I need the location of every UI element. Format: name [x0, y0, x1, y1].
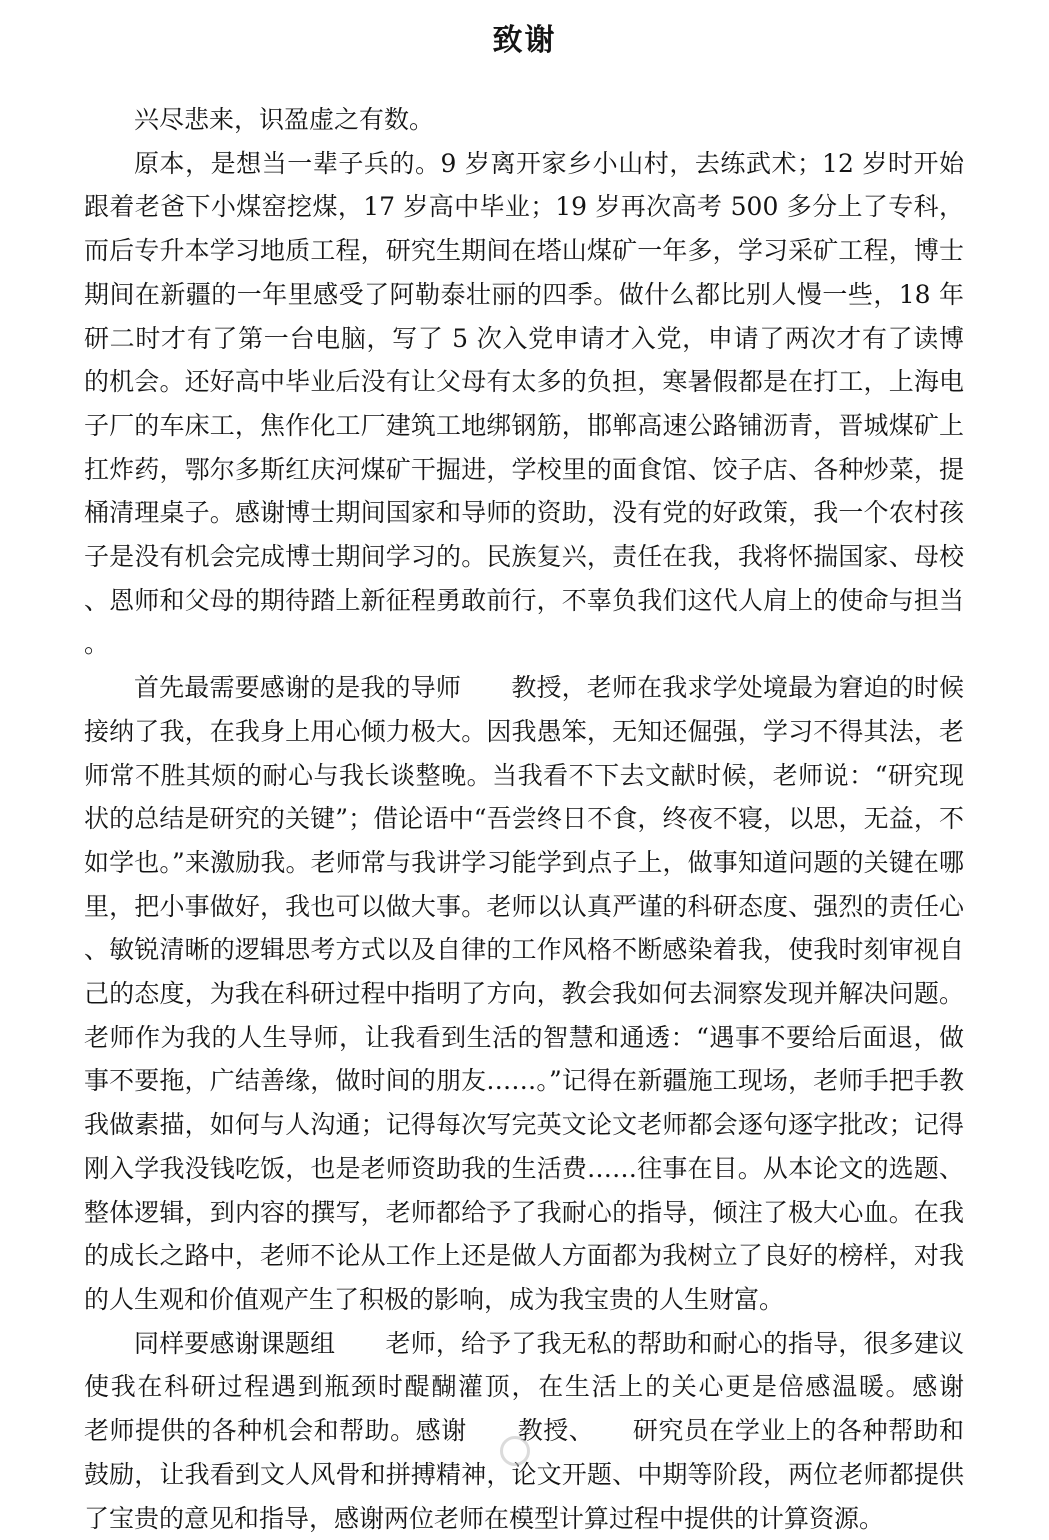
page-title: 致谢 — [492, 23, 557, 58]
paragraph-background: 原本，是想当一辈子兵的。9 岁离开家乡小山村，去练武术；12 岁时开始跟着老爸下小煤窑挖煤，17 岁高中毕业；19 岁再次高考 500 多分上了专科，而后专升本学习地质工程，研究生期间在塔山煤矿一年多，学习采矿工程，博士期间在新疆的一年里感受了阿勒泰壮丽的四季。做什么都比别人慢一些，18 年研二时才有了第一台电脑，写了 5 次入党申请才入党，申请了两次才有了读博的机会。还好高中毕业后没有让父母有太多的负担，寒暑假都是在打工，上海电子厂的车床工，焦作化工厂建筑工地绑钢筋，邯郸高速公路铺沥青，晋城煤矿上扛炸药，鄂尔多斯红庆河煤矿干掘进，学校里的面食馆、饺子店、各种炒菜，提桶清理桌子。感谢博士期间国家和导师的资助，没有党的好政策，我一个农村孩子是没有机会完成博士期间学习的。民族复兴，责任在我，我将怀揣国家、母校、恩师和父母的期待踏上新征程勇敢前行，不辜负我们这代人肩上的使命与担当。 — [84, 148, 964, 659]
paragraph-advisor: 首先最需要感谢的是我的导师 教授，老师在我求学处境最为窘迫的时候接纳了我，在我身上用心倾力极大。因我愚笨，无知还倔强，学习不得其法，老师常不胜其烦的耐心与我长谈整晚。当我看不下去文献时候，老师说：“研究现状的总结是研究的关键”；借论语中“吾尝终日不食，终夜不寝，以思，无益，不如学也。”来激励我。老师常与我讲学习能学到点子上，做事知道问题的关键在哪里，把小事做好，我也可以做大事。老师以认真严谨的科研态度、强烈的责任心、敏锐清晰的逻辑思考方式以及自律的工作风格不断感染着我，使我时刻审视自己的态度，为我在科研过程中指明了方向，教会我如何去洞察发现并解决问题。老师作为我的人生导师，让我看到生活的智慧和通透：“遇事不要给后面退，做事不要拖，广结善缘，做时间的朋友……。”记得在新疆施工现场，老师手把手教我做素描，如何与人沟通；记得每次写完英文论文老师都会逐句逐字批改；记得刚入学我没钱吃饭，也是老师资助我的生活费……往事在目。从本论文的选题、整体逻辑，到内容的撰写，老师都给予了我耐心的指导，倾注了极大心血。在我的成长之路中，老师不论从工作上还是做人方面都为我树立了良好的榜样，对我的人生观和价值观产生了积极的影响，成为我宝贵的人生财富。 — [84, 673, 964, 1314]
paragraph-group: 同样要感谢课题组 老师，给予了我无私的帮助和耐心的指导，很多建议使我在科研过程遇到瓶颈时醍醐灌顶，在生活上的关心更是倍感温暖。感谢 老师提供的各种机会和帮助。感谢 教授、 研究员在学业上的各种帮助和鼓励，让我看到文人风骨和拼搏精神，论文开题、中期等阶段，两位老师都提供了宝贵的意见和指导，感谢两位老师在模型计算过程中提供的计算资源。 — [84, 1328, 1015, 1533]
paragraph-opening: 兴尽悲来，识盈虚之有数。 — [134, 105, 435, 134]
acknowledgement-body — [84, 98, 1015, 1540]
